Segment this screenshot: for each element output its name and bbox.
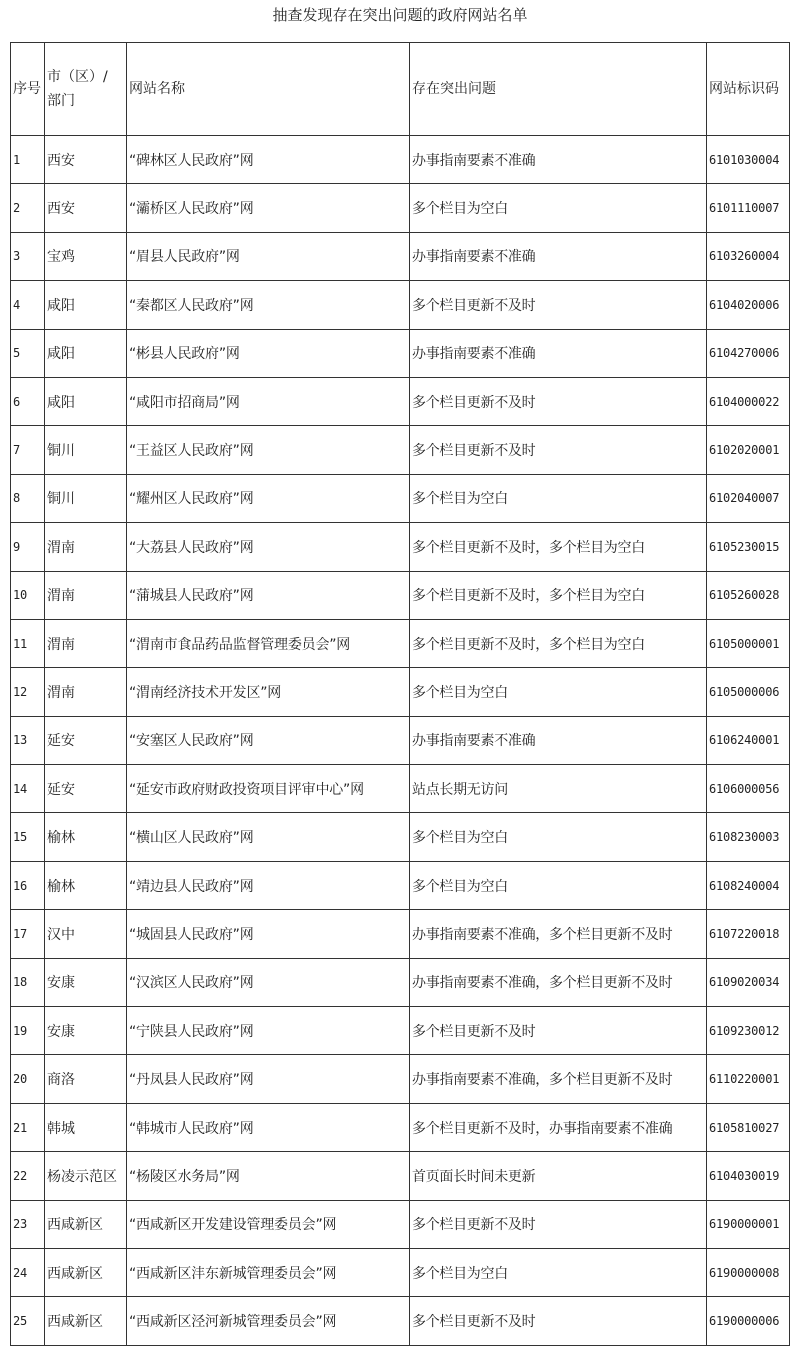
cell-issue: 多个栏目为空白	[410, 861, 707, 909]
cell-issue: 多个栏目更新不及时	[410, 281, 707, 329]
cell-code: 6103260004	[707, 232, 790, 280]
cell-city: 铜川	[45, 474, 127, 522]
cell-no: 10	[11, 571, 45, 619]
cell-city: 宝鸡	[45, 232, 127, 280]
cell-city: 渭南	[45, 619, 127, 667]
cell-city: 咸阳	[45, 281, 127, 329]
table-row	[11, 1200, 790, 1248]
cell-code: 6190000008	[707, 1248, 790, 1296]
cell-issue: 多个栏目为空白	[410, 813, 707, 861]
cell-code: 6105810027	[707, 1103, 790, 1151]
table-header	[11, 43, 790, 136]
table-body	[11, 136, 790, 1346]
cell-issue: 办事指南要素不准确	[410, 716, 707, 764]
cell-site: “靖边县人民政府”网	[127, 861, 410, 909]
cell-issue: 多个栏目更新不及时	[410, 377, 707, 425]
cell-issue: 多个栏目更新不及时	[410, 1297, 707, 1345]
cell-no: 20	[11, 1055, 45, 1103]
table-row	[11, 1007, 790, 1055]
cell-no: 21	[11, 1103, 45, 1151]
header-city-line2: 部门	[47, 93, 75, 109]
cell-city: 西咸新区	[45, 1297, 127, 1345]
cell-no: 5	[11, 329, 45, 377]
cell-site: “西咸新区泾河新城管理委员会”网	[127, 1297, 410, 1345]
cell-site: “延安市政府财政投资项目评审中心”网	[127, 765, 410, 813]
cell-issue: 多个栏目为空白	[410, 184, 707, 232]
website-list-table	[10, 42, 790, 1346]
cell-site: “碑林区人民政府”网	[127, 136, 410, 184]
cell-code: 6104030019	[707, 1152, 790, 1200]
cell-issue: 多个栏目更新不及时，多个栏目为空白	[410, 523, 707, 571]
cell-no: 4	[11, 281, 45, 329]
table-row	[11, 861, 790, 909]
table-row	[11, 136, 790, 184]
table-row	[11, 619, 790, 667]
table-row	[11, 668, 790, 716]
cell-no: 2	[11, 184, 45, 232]
cell-code: 6101030004	[707, 136, 790, 184]
cell-no: 18	[11, 958, 45, 1006]
cell-issue: 多个栏目为空白	[410, 474, 707, 522]
cell-code: 6109230012	[707, 1007, 790, 1055]
table-row	[11, 1055, 790, 1103]
cell-code: 6106240001	[707, 716, 790, 764]
cell-code: 6110220001	[707, 1055, 790, 1103]
cell-city: 咸阳	[45, 329, 127, 377]
cell-issue: 多个栏目更新不及时，办事指南要素不准确	[410, 1103, 707, 1151]
cell-code: 6105230015	[707, 523, 790, 571]
cell-city: 西咸新区	[45, 1200, 127, 1248]
cell-site: “城固县人民政府”网	[127, 910, 410, 958]
cell-no: 12	[11, 668, 45, 716]
cell-city: 延安	[45, 765, 127, 813]
cell-issue: 办事指南要素不准确	[410, 329, 707, 377]
cell-code: 6104020006	[707, 281, 790, 329]
cell-city: 咸阳	[45, 377, 127, 425]
cell-city: 铜川	[45, 426, 127, 474]
page-title: 抽查发现存在突出问题的政府网站名单	[272, 6, 528, 24]
table-row	[11, 426, 790, 474]
cell-site: “渭南经济技术开发区”网	[127, 668, 410, 716]
header-issue: 存在突出问题	[410, 43, 707, 136]
cell-site: “彬县人民政府”网	[127, 329, 410, 377]
cell-city: 杨凌示范区	[45, 1152, 127, 1200]
cell-code: 6105260028	[707, 571, 790, 619]
cell-code: 6105000001	[707, 619, 790, 667]
table-row	[11, 184, 790, 232]
cell-no: 22	[11, 1152, 45, 1200]
cell-site: “汉滨区人民政府”网	[127, 958, 410, 1006]
table-row	[11, 377, 790, 425]
cell-no: 25	[11, 1297, 45, 1345]
cell-issue: 办事指南要素不准确，多个栏目更新不及时	[410, 1055, 707, 1103]
table-row	[11, 523, 790, 571]
cell-site: “丹凤县人民政府”网	[127, 1055, 410, 1103]
table-row	[11, 232, 790, 280]
cell-city: 汉中	[45, 910, 127, 958]
cell-site: “耀州区人民政府”网	[127, 474, 410, 522]
cell-issue: 多个栏目更新不及时	[410, 1200, 707, 1248]
cell-site: “杨陵区水务局”网	[127, 1152, 410, 1200]
cell-city: 西安	[45, 184, 127, 232]
cell-no: 19	[11, 1007, 45, 1055]
cell-city: 渭南	[45, 523, 127, 571]
cell-city: 西安	[45, 136, 127, 184]
cell-site: “蒲城县人民政府”网	[127, 571, 410, 619]
table-row	[11, 1103, 790, 1151]
cell-no: 6	[11, 377, 45, 425]
cell-code: 6109020034	[707, 958, 790, 1006]
cell-site: “安塞区人民政府”网	[127, 716, 410, 764]
cell-no: 24	[11, 1248, 45, 1296]
cell-issue: 办事指南要素不准确	[410, 136, 707, 184]
cell-issue: 首页面长时间未更新	[410, 1152, 707, 1200]
cell-code: 6108230003	[707, 813, 790, 861]
cell-code: 6106000056	[707, 765, 790, 813]
table-row	[11, 1248, 790, 1296]
cell-code: 6101110007	[707, 184, 790, 232]
cell-code: 6104000022	[707, 377, 790, 425]
cell-no: 1	[11, 136, 45, 184]
cell-code: 6190000006	[707, 1297, 790, 1345]
cell-issue: 多个栏目更新不及时，多个栏目为空白	[410, 619, 707, 667]
cell-code: 6107220018	[707, 910, 790, 958]
cell-site: “韩城市人民政府”网	[127, 1103, 410, 1151]
table-row	[11, 765, 790, 813]
table-row	[11, 716, 790, 764]
cell-city: 商洛	[45, 1055, 127, 1103]
table-row	[11, 571, 790, 619]
cell-site: “宁陕县人民政府”网	[127, 1007, 410, 1055]
header-code: 网站标识码	[707, 43, 790, 136]
cell-site: “秦都区人民政府”网	[127, 281, 410, 329]
table-row	[11, 813, 790, 861]
cell-issue: 办事指南要素不准确，多个栏目更新不及时	[410, 958, 707, 1006]
cell-issue: 多个栏目为空白	[410, 668, 707, 716]
cell-issue: 办事指南要素不准确，多个栏目更新不及时	[410, 910, 707, 958]
cell-no: 15	[11, 813, 45, 861]
cell-site: “眉县人民政府”网	[127, 232, 410, 280]
cell-no: 7	[11, 426, 45, 474]
cell-no: 17	[11, 910, 45, 958]
cell-city: 渭南	[45, 571, 127, 619]
cell-city: 渭南	[45, 668, 127, 716]
cell-code: 6108240004	[707, 861, 790, 909]
table-row	[11, 474, 790, 522]
cell-site: “渭南市食品药品监督管理委员会”网	[127, 619, 410, 667]
cell-site: “横山区人民政府”网	[127, 813, 410, 861]
cell-issue: 多个栏目更新不及时	[410, 1007, 707, 1055]
cell-site: “西咸新区沣东新城管理委员会”网	[127, 1248, 410, 1296]
cell-city: 延安	[45, 716, 127, 764]
cell-no: 8	[11, 474, 45, 522]
table-row	[11, 958, 790, 1006]
cell-no: 9	[11, 523, 45, 571]
header-city	[45, 43, 127, 136]
header-city-line1: 市（区）/	[47, 69, 108, 85]
header-row	[11, 43, 790, 136]
cell-city: 榆林	[45, 813, 127, 861]
cell-issue: 办事指南要素不准确	[410, 232, 707, 280]
cell-issue: 站点长期无访问	[410, 765, 707, 813]
table-row	[11, 329, 790, 377]
cell-site: “西咸新区开发建设管理委员会”网	[127, 1200, 410, 1248]
cell-code: 6104270006	[707, 329, 790, 377]
cell-no: 14	[11, 765, 45, 813]
cell-code: 6105000006	[707, 668, 790, 716]
cell-issue: 多个栏目更新不及时	[410, 426, 707, 474]
cell-site: “大荔县人民政府”网	[127, 523, 410, 571]
cell-site: “咸阳市招商局”网	[127, 377, 410, 425]
table-row	[11, 1297, 790, 1345]
cell-site: “灞桥区人民政府”网	[127, 184, 410, 232]
cell-city: 榆林	[45, 861, 127, 909]
table-row	[11, 281, 790, 329]
table-row	[11, 910, 790, 958]
cell-no: 11	[11, 619, 45, 667]
cell-site: “王益区人民政府”网	[127, 426, 410, 474]
cell-city: 西咸新区	[45, 1248, 127, 1296]
header-site: 网站名称	[127, 43, 410, 136]
cell-code: 6102020001	[707, 426, 790, 474]
cell-city: 安康	[45, 958, 127, 1006]
cell-no: 16	[11, 861, 45, 909]
cell-issue: 多个栏目更新不及时，多个栏目为空白	[410, 571, 707, 619]
cell-city: 韩城	[45, 1103, 127, 1151]
cell-no: 3	[11, 232, 45, 280]
cell-issue: 多个栏目为空白	[410, 1248, 707, 1296]
table-row	[11, 1152, 790, 1200]
cell-no: 23	[11, 1200, 45, 1248]
header-no: 序号	[11, 43, 45, 136]
cell-code: 6102040007	[707, 474, 790, 522]
cell-code: 6190000001	[707, 1200, 790, 1248]
cell-no: 13	[11, 716, 45, 764]
cell-city: 安康	[45, 1007, 127, 1055]
